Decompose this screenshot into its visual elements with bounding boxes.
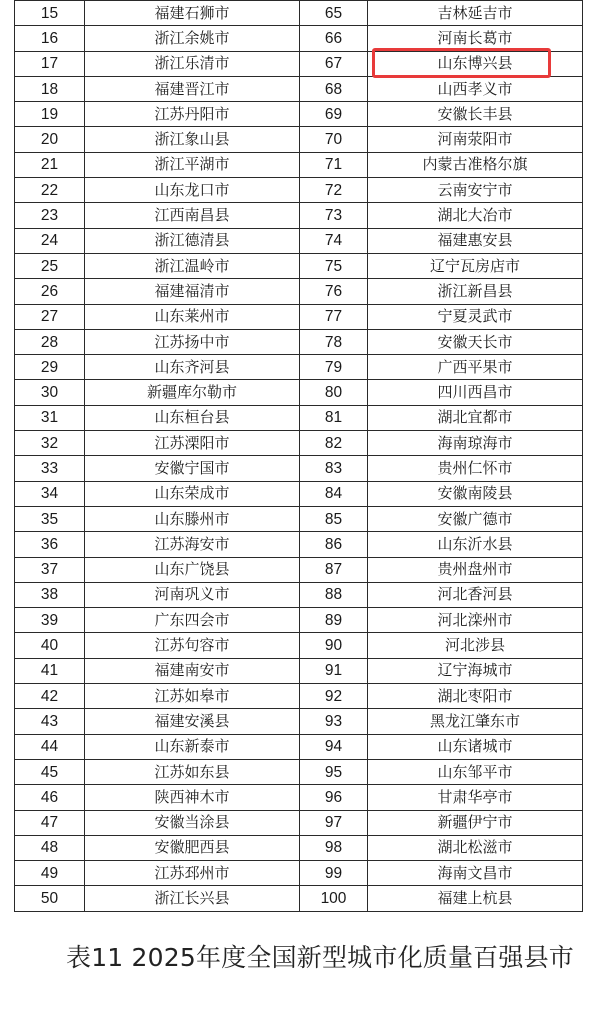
county-name-a-cell: 江苏丹阳市 — [85, 102, 300, 127]
rank-b-cell: 74 — [300, 228, 368, 253]
rank-b-cell: 82 — [300, 431, 368, 456]
county-name-a-cell: 江西南昌县 — [85, 203, 300, 228]
rank-a-cell: 35 — [15, 506, 85, 531]
rank-a-cell: 34 — [15, 481, 85, 506]
rank-a-cell: 20 — [15, 127, 85, 152]
rank-b-cell: 80 — [300, 380, 368, 405]
rank-a-cell: 44 — [15, 734, 85, 759]
table-row — [15, 835, 583, 860]
table-row — [15, 304, 583, 329]
rank-b-cell: 100 — [300, 886, 368, 911]
rank-b-cell: 73 — [300, 203, 368, 228]
table-row — [15, 355, 583, 380]
rank-b-cell: 65 — [300, 1, 368, 26]
county-name-b-cell: 河南荥阳市 — [368, 127, 583, 152]
table-row — [15, 785, 583, 810]
rank-b-cell: 85 — [300, 506, 368, 531]
rank-a-cell: 19 — [15, 102, 85, 127]
ranking-table — [14, 0, 583, 912]
table-row — [15, 431, 583, 456]
county-name-b-cell: 甘肃华亭市 — [368, 785, 583, 810]
table-row — [15, 26, 583, 51]
table-row — [15, 886, 583, 911]
county-name-b-cell: 安徽长丰县 — [368, 102, 583, 127]
rank-a-cell: 31 — [15, 405, 85, 430]
rank-a-cell: 15 — [15, 1, 85, 26]
county-name-a-cell: 山东桓台县 — [85, 405, 300, 430]
rank-b-cell: 75 — [300, 253, 368, 278]
county-name-b-cell: 安徽南陵县 — [368, 481, 583, 506]
table-row — [15, 456, 583, 481]
county-name-a-cell: 山东新泰市 — [85, 734, 300, 759]
table-row — [15, 557, 583, 582]
rank-a-cell: 43 — [15, 709, 85, 734]
county-name-a-cell: 福建福清市 — [85, 279, 300, 304]
county-name-b-cell: 吉林延吉市 — [368, 1, 583, 26]
rank-b-cell: 87 — [300, 557, 368, 582]
rank-a-cell: 42 — [15, 684, 85, 709]
rank-a-cell: 49 — [15, 861, 85, 886]
county-name-a-cell: 江苏邳州市 — [85, 861, 300, 886]
county-name-a-cell: 浙江乐清市 — [85, 51, 300, 76]
county-name-b-cell: 河南长葛市 — [368, 26, 583, 51]
county-name-b-cell: 河北滦州市 — [368, 608, 583, 633]
rank-b-cell: 97 — [300, 810, 368, 835]
rank-a-cell: 47 — [15, 810, 85, 835]
rank-b-cell: 88 — [300, 582, 368, 607]
rank-b-cell: 68 — [300, 76, 368, 101]
rank-a-cell: 21 — [15, 152, 85, 177]
county-name-b-cell: 山东诸城市 — [368, 734, 583, 759]
county-name-b-cell: 广西平果市 — [368, 355, 583, 380]
rank-b-cell: 94 — [300, 734, 368, 759]
rank-b-cell: 67 — [300, 51, 368, 76]
county-name-a-cell: 福建南安市 — [85, 658, 300, 683]
county-name-b-cell: 福建上杭县 — [368, 886, 583, 911]
rank-a-cell: 28 — [15, 329, 85, 354]
rank-a-cell: 38 — [15, 582, 85, 607]
rank-a-cell: 26 — [15, 279, 85, 304]
rank-a-cell: 48 — [15, 835, 85, 860]
county-name-b-cell: 内蒙古准格尔旗 — [368, 152, 583, 177]
table-row — [15, 582, 583, 607]
table-row — [15, 329, 583, 354]
county-name-b-cell: 贵州盘州市 — [368, 557, 583, 582]
county-name-a-cell: 浙江平湖市 — [85, 152, 300, 177]
county-name-b-cell: 湖北松滋市 — [368, 835, 583, 860]
county-name-b-cell: 安徽广德市 — [368, 506, 583, 531]
rank-b-cell: 69 — [300, 102, 368, 127]
county-name-a-cell: 安徽当涂县 — [85, 810, 300, 835]
county-name-a-cell: 江苏句容市 — [85, 633, 300, 658]
rank-b-cell: 86 — [300, 532, 368, 557]
county-name-a-cell: 河南巩义市 — [85, 582, 300, 607]
rank-b-cell: 92 — [300, 684, 368, 709]
county-name-b-cell: 海南琼海市 — [368, 431, 583, 456]
rank-b-cell: 71 — [300, 152, 368, 177]
table-row — [15, 810, 583, 835]
rank-b-cell: 79 — [300, 355, 368, 380]
rank-a-cell: 27 — [15, 304, 85, 329]
county-name-b-cell: 四川西昌市 — [368, 380, 583, 405]
county-name-a-cell: 福建安溪县 — [85, 709, 300, 734]
rank-a-cell: 50 — [15, 886, 85, 911]
county-name-a-cell: 浙江德清县 — [85, 228, 300, 253]
county-name-b-cell: 辽宁海城市 — [368, 658, 583, 683]
rank-a-cell: 30 — [15, 380, 85, 405]
county-name-a-cell: 江苏溧阳市 — [85, 431, 300, 456]
county-name-b-cell: 河北香河县 — [368, 582, 583, 607]
county-name-b-cell: 湖北宜都市 — [368, 405, 583, 430]
table-row — [15, 481, 583, 506]
county-name-a-cell: 江苏如东县 — [85, 759, 300, 784]
county-name-b-cell: 贵州仁怀市 — [368, 456, 583, 481]
table-row — [15, 405, 583, 430]
rank-a-cell: 17 — [15, 51, 85, 76]
county-name-a-cell: 浙江余姚市 — [85, 26, 300, 51]
table-row — [15, 127, 583, 152]
table-row — [15, 861, 583, 886]
county-name-b-cell: 黑龙江肇东市 — [368, 709, 583, 734]
rank-a-cell: 41 — [15, 658, 85, 683]
county-name-b-cell: 新疆伊宁市 — [368, 810, 583, 835]
rank-a-cell: 24 — [15, 228, 85, 253]
rank-a-cell: 33 — [15, 456, 85, 481]
table-row — [15, 228, 583, 253]
county-name-a-cell: 山东龙口市 — [85, 178, 300, 203]
table-row — [15, 380, 583, 405]
table-row — [15, 734, 583, 759]
county-name-a-cell: 江苏如皋市 — [85, 684, 300, 709]
rank-b-cell: 95 — [300, 759, 368, 784]
table-row — [15, 279, 583, 304]
county-name-a-cell: 安徽肥西县 — [85, 835, 300, 860]
county-name-b-cell: 海南文昌市 — [368, 861, 583, 886]
table-row — [15, 506, 583, 531]
rank-b-cell: 83 — [300, 456, 368, 481]
table-row — [15, 608, 583, 633]
rank-b-cell: 84 — [300, 481, 368, 506]
county-name-a-cell: 山东莱州市 — [85, 304, 300, 329]
table-row — [15, 152, 583, 177]
table-row — [15, 633, 583, 658]
rank-b-cell: 93 — [300, 709, 368, 734]
rank-a-cell: 32 — [15, 431, 85, 456]
county-name-b-cell: 辽宁瓦房店市 — [368, 253, 583, 278]
county-name-b-cell: 福建惠安县 — [368, 228, 583, 253]
rank-b-cell: 99 — [300, 861, 368, 886]
county-name-a-cell: 浙江长兴县 — [85, 886, 300, 911]
county-name-a-cell: 山东齐河县 — [85, 355, 300, 380]
county-name-a-cell: 山东滕州市 — [85, 506, 300, 531]
rank-a-cell: 23 — [15, 203, 85, 228]
county-name-b-cell: 湖北枣阳市 — [368, 684, 583, 709]
table-caption: 表11 2025年度全国新型城市化质量百强县市 — [66, 943, 574, 972]
county-name-a-cell: 浙江象山县 — [85, 127, 300, 152]
table-row — [15, 709, 583, 734]
table-row — [15, 203, 583, 228]
county-name-b-cell: 云南安宁市 — [368, 178, 583, 203]
rank-a-cell: 40 — [15, 633, 85, 658]
county-name-a-cell: 陕西神木市 — [85, 785, 300, 810]
county-name-a-cell: 福建晋江市 — [85, 76, 300, 101]
ranking-table-body — [15, 1, 583, 912]
table-row — [15, 102, 583, 127]
rank-b-cell: 96 — [300, 785, 368, 810]
rank-a-cell: 45 — [15, 759, 85, 784]
county-name-a-cell: 广东四会市 — [85, 608, 300, 633]
rank-a-cell: 37 — [15, 557, 85, 582]
table-row — [15, 253, 583, 278]
county-name-a-cell: 福建石狮市 — [85, 1, 300, 26]
rank-b-cell: 81 — [300, 405, 368, 430]
rank-a-cell: 29 — [15, 355, 85, 380]
county-name-b-cell: 山西孝义市 — [368, 76, 583, 101]
rank-a-cell: 22 — [15, 178, 85, 203]
rank-a-cell: 18 — [15, 76, 85, 101]
county-name-b-cell: 湖北大冶市 — [368, 203, 583, 228]
table-row — [15, 178, 583, 203]
rank-a-cell: 16 — [15, 26, 85, 51]
county-name-b-cell: 宁夏灵武市 — [368, 304, 583, 329]
rank-b-cell: 72 — [300, 178, 368, 203]
county-name-b-cell: 河北涉县 — [368, 633, 583, 658]
county-name-b-cell: 安徽天长市 — [368, 329, 583, 354]
county-name-a-cell: 安徽宁国市 — [85, 456, 300, 481]
county-name-a-cell: 山东荣成市 — [85, 481, 300, 506]
ranking-table-container — [14, 0, 582, 912]
rank-b-cell: 89 — [300, 608, 368, 633]
table-row — [15, 658, 583, 683]
county-name-b-cell: 浙江新昌县 — [368, 279, 583, 304]
county-name-a-cell: 江苏海安市 — [85, 532, 300, 557]
rank-a-cell: 25 — [15, 253, 85, 278]
rank-b-cell: 77 — [300, 304, 368, 329]
rank-a-cell: 36 — [15, 532, 85, 557]
table-row — [15, 51, 583, 76]
rank-a-cell: 39 — [15, 608, 85, 633]
county-name-b-cell: 山东邹平市 — [368, 759, 583, 784]
county-name-a-cell: 江苏扬中市 — [85, 329, 300, 354]
county-name-a-cell: 山东广饶县 — [85, 557, 300, 582]
county-name-b-cell: 山东博兴县 — [368, 51, 583, 76]
rank-b-cell: 66 — [300, 26, 368, 51]
table-row — [15, 76, 583, 101]
county-name-a-cell: 浙江温岭市 — [85, 253, 300, 278]
table-row — [15, 759, 583, 784]
table-row — [15, 532, 583, 557]
county-name-a-cell: 新疆库尔勒市 — [85, 380, 300, 405]
rank-a-cell: 46 — [15, 785, 85, 810]
county-name-b-cell: 山东沂水县 — [368, 532, 583, 557]
rank-b-cell: 76 — [300, 279, 368, 304]
table-row — [15, 684, 583, 709]
rank-b-cell: 90 — [300, 633, 368, 658]
rank-b-cell: 98 — [300, 835, 368, 860]
table-row — [15, 1, 583, 26]
rank-b-cell: 70 — [300, 127, 368, 152]
rank-b-cell: 91 — [300, 658, 368, 683]
rank-b-cell: 78 — [300, 329, 368, 354]
